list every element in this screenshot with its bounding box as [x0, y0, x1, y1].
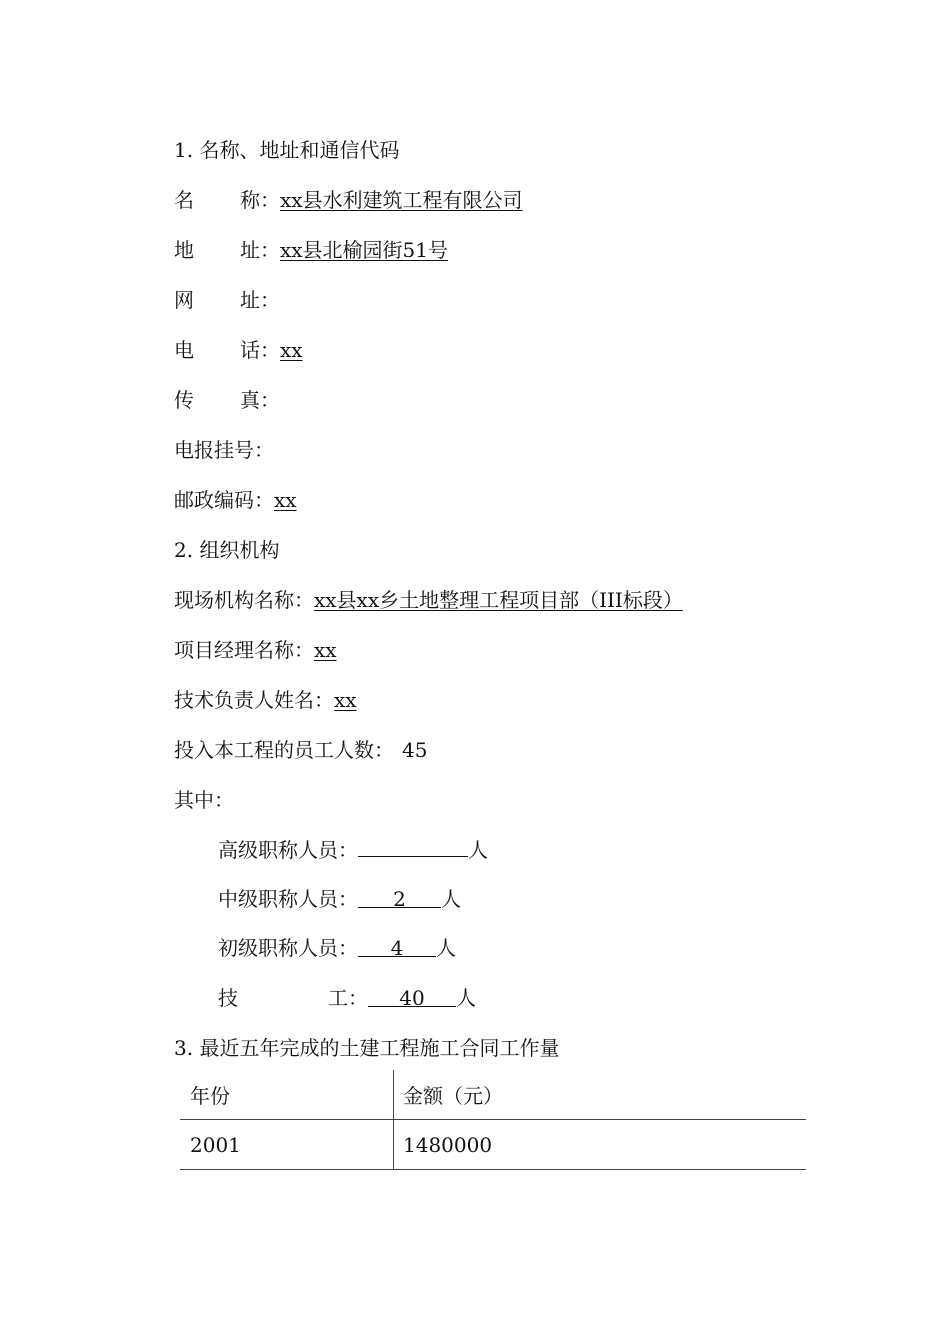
pm-value: xx: [314, 638, 337, 662]
name-label-b: 称：: [240, 188, 280, 212]
junior-staff-row: [218, 933, 456, 963]
contract-volume-table: [180, 1070, 806, 1170]
section-3-title: 3. 最近五年完成的土建工程施工合同工作量: [174, 1036, 560, 1060]
section-2-title: 2. 组织机构: [174, 538, 280, 562]
senior-label: 高级职称人员：: [218, 838, 358, 862]
website-label-a: 网: [174, 288, 194, 312]
junior-unit: 人: [436, 936, 456, 960]
fax-label-a: 传: [174, 388, 194, 412]
phone-label-b: 话：: [240, 338, 280, 362]
cell-year: 2001: [180, 1120, 394, 1170]
phone-row: [174, 335, 307, 365]
project-manager-row: [174, 635, 337, 665]
fax-label-b: 真：: [240, 388, 280, 412]
website-row: [174, 285, 280, 315]
header-year: 年份: [180, 1070, 394, 1120]
tech-lead-label: 技术负责人姓名：: [174, 688, 334, 712]
fax-row: [174, 385, 280, 415]
tech-unit: 人: [456, 986, 476, 1010]
postal-label: 邮政编码：: [174, 488, 274, 512]
site-org-value: xx县xx乡土地整理工程项目部（III标段）: [314, 588, 683, 612]
telegraph-row: 电报挂号：: [174, 438, 274, 462]
senior-unit: 人: [468, 838, 488, 862]
postal-value: xx: [274, 488, 297, 512]
company-name-row: [174, 185, 603, 215]
postal-row: [174, 485, 319, 515]
tech-label-a: 技: [218, 986, 238, 1010]
staff-value: 45: [402, 738, 428, 762]
senior-staff-row: [218, 834, 488, 864]
senior-value: [358, 834, 468, 857]
address-row: [174, 235, 470, 265]
mid-unit: 人: [441, 887, 461, 911]
table-row: [180, 1120, 806, 1170]
table-header-row: [180, 1070, 806, 1120]
phone-label-a: 电: [174, 338, 194, 362]
tech-value: 40: [368, 984, 456, 1007]
junior-label: 初级职称人员：: [218, 936, 358, 960]
mid-staff-row: [218, 884, 461, 914]
company-name-value: xx县水利建筑工程有限公司: [280, 188, 523, 212]
site-org-row: [174, 585, 683, 615]
junior-value: 4: [358, 934, 436, 957]
phone-value: xx: [280, 338, 303, 362]
site-org-label: 现场机构名称：: [174, 588, 314, 612]
address-label-b: 址：: [240, 238, 280, 262]
mid-label: 中级职称人员：: [218, 887, 358, 911]
address-label-a: 地: [174, 238, 194, 262]
cell-amount: 1480000: [394, 1120, 807, 1170]
section-1-title: 1. 名称、地址和通信代码: [174, 138, 400, 162]
pm-label: 项目经理名称：: [174, 638, 314, 662]
address-value: xx县北榆园街51号: [280, 238, 449, 262]
tech-lead-value: xx: [334, 688, 357, 712]
technician-row: [218, 983, 476, 1013]
name-label-a: 名: [174, 188, 194, 212]
staff-count-row: [174, 735, 427, 765]
staff-label: 投入本工程的员工人数：: [174, 738, 394, 762]
mid-value: 2: [358, 885, 441, 908]
tech-label-b: 工：: [328, 986, 368, 1010]
tech-lead-row: [174, 685, 357, 715]
among-label: 其中：: [174, 788, 234, 812]
website-label-b: 址：: [240, 288, 280, 312]
header-amount: 金额（元）: [394, 1070, 807, 1120]
